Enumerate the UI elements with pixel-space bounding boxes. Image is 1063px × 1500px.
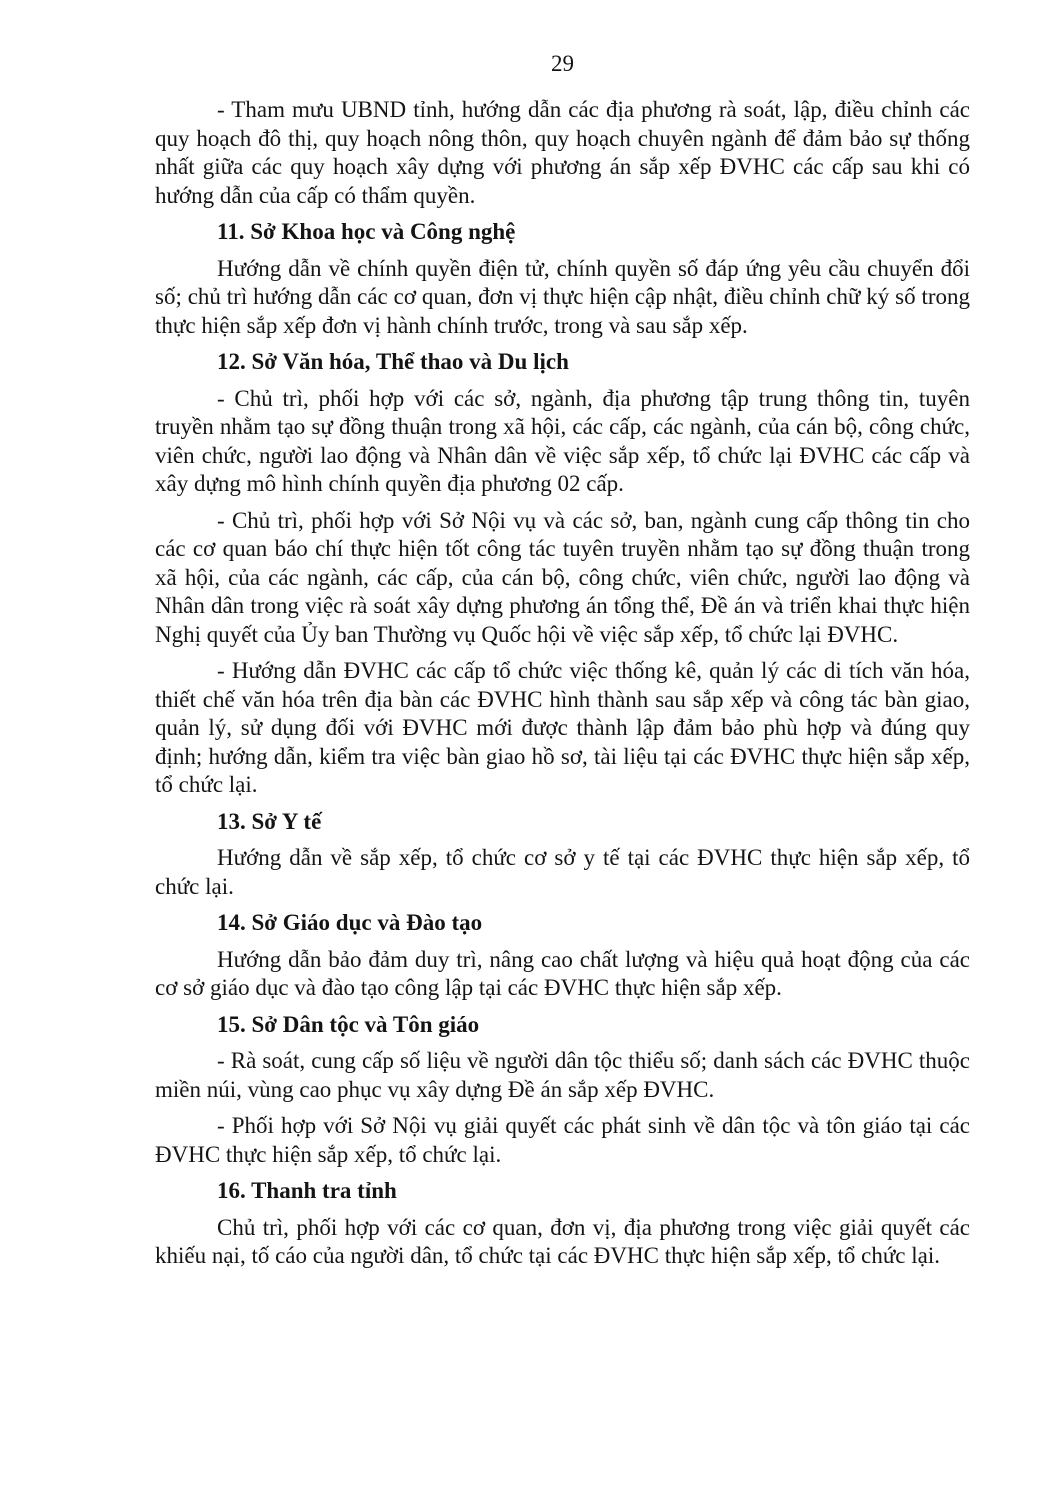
document-page (155, 50, 970, 1279)
section-12-paragraph-3: - Hướng dẫn ĐVHC các cấp tổ chức việc thống kê, quản lý các di tích văn hóa, thiết chế văn hóa trên địa bàn các ĐVHC hình thành sau sắp xếp và công tác bàn giao, quản lý, sử dụng đối với ĐVHC mới được thành lập đảm bảo phù hợp và đúng quy định; hướng dẫn, kiểm tra việc bàn giao hồ sơ, tài liệu tại các ĐVHC thực hiện sắp xếp, tổ chức lại. (155, 658, 970, 797)
section-16-heading: 16. Thanh tra tỉnh (217, 1178, 397, 1203)
page-number: 29 (551, 51, 574, 76)
section-13-paragraph: Hướng dẫn về sắp xếp, tổ chức cơ sở y tế tại các ĐVHC thực hiện sắp xếp, tổ chức lại. (155, 845, 970, 899)
section-15-paragraph-2: - Phối hợp với Sở Nội vụ giải quyết các phát sinh về dân tộc và tôn giáo tại các ĐVHC thực hiện sắp xếp, tổ chức lại. (155, 1113, 970, 1167)
section-15-heading: 15. Sở Dân tộc và Tôn giáo (217, 1011, 480, 1037)
section-14-paragraph: Hướng dẫn bảo đảm duy trì, nâng cao chất lượng và hiệu quả hoạt động của các cơ sở giáo dục và đào tạo công lập tại các ĐVHC thực hiện sắp xếp. (155, 946, 970, 1000)
section-12-paragraph-1: - Chủ trì, phối hợp với các sở, ngành, địa phương tập trung thông tin, tuyên truyền nhằm tạo sự đồng thuận trong xã hội, các cấp, các ngành, của cán bộ, công chức, viên chức, người lao động và Nhân dân về việc sắp xếp, tổ chức lại ĐVHC các cấp và xây dựng mô hình chính quyền địa phương 02 cấp. (155, 385, 970, 496)
section-15-paragraph-1: - Rà soát, cung cấp số liệu về người dân tộc thiểu số; danh sách các ĐVHC thuộc miền núi, vùng cao phục vụ xây dựng Đề án sắp xếp ĐVHC. (155, 1048, 970, 1102)
section-12-paragraph-2: - Chủ trì, phối hợp với Sở Nội vụ và các sở, ban, ngành cung cấp thông tin cho các cơ quan báo chí thực hiện tốt công tác tuyên truyền nhằm tạo sự đồng thuận trong xã hội, của các ngành, các cấp, của cán bộ, công chức, viên chức, người lao động và Nhân dân trong việc rà soát xây dựng phương án tổng thể, Đề án và triển khai thực hiện Nghị quyết của Ủy ban Thường vụ Quốc hội về việc sắp xếp, tổ chức lại ĐVHC. (155, 507, 970, 647)
section-11-heading: 11. Sở Khoa học và Công nghệ (217, 219, 516, 244)
section-13-heading: 13. Sở Y tế (217, 808, 322, 834)
section-12-heading: 12. Sở Văn hóa, Thể thao và Du lịch (217, 349, 569, 374)
intro-paragraph: - Tham mưu UBND tỉnh, hướng dẫn các địa phương rà soát, lập, điều chỉnh các quy hoạch đô thị, quy hoạch nông thôn, quy hoạch chuyên ngành để đảm bảo sự thống nhất giữa các quy hoạch xây dựng với phương án sắp xếp ĐVHC các cấp sau khi có hướng dẫn của cấp có thẩm quyền. (155, 97, 970, 208)
section-11-paragraph: Hướng dẫn về chính quyền điện tử, chính quyền số đáp ứng yêu cầu chuyển đổi số; chủ trì hướng dẫn các cơ quan, đơn vị thực hiện cập nhật, điều chỉnh chữ ký số trong thực hiện sắp xếp đơn vị hành chính trước, trong và sau sắp xếp. (155, 255, 970, 338)
section-14-heading: 14. Sở Giáo dục và Đào tạo (217, 910, 483, 935)
section-16-paragraph: Chủ trì, phối hợp với các cơ quan, đơn vị, địa phương trong việc giải quyết các khiếu nại, tố cáo của người dân, tổ chức tại các ĐVHC thực hiện sắp xếp, tổ chức lại. (155, 1214, 970, 1268)
